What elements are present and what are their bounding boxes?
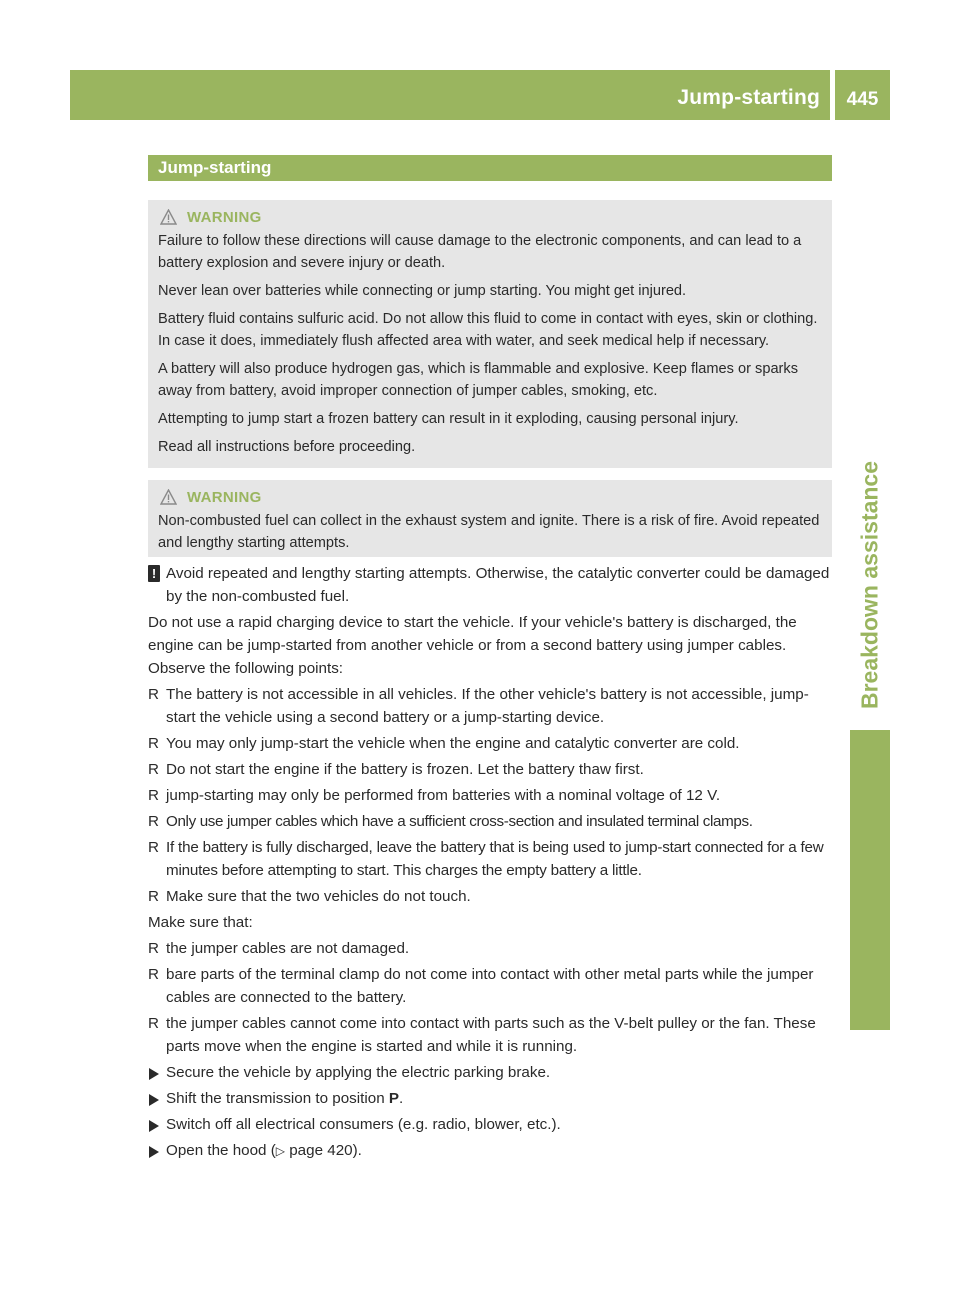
warning-triangle-icon (160, 209, 177, 225)
list-item (148, 836, 838, 882)
exclamation-icon: ! (148, 565, 160, 582)
bullet-icon: R (148, 1015, 159, 1032)
step-arrow-icon (149, 1120, 159, 1132)
warning-header (160, 486, 822, 508)
bullet-icon: R (148, 761, 159, 778)
list-item (148, 683, 838, 729)
step-item (148, 1139, 838, 1163)
note (148, 562, 838, 608)
list-item (148, 937, 838, 960)
step-arrow-icon (149, 1146, 159, 1158)
list-item (148, 784, 838, 807)
warning-text: Attempting to jump start a frozen battery can result in it exploding, causing personal injury. (158, 411, 739, 427)
warning-label: WARNING (187, 208, 262, 226)
list-item-text: Make sure that the two vehicles do not touch. (166, 888, 471, 905)
step-arrow-icon (149, 1068, 159, 1080)
side-tab (850, 460, 890, 710)
warning-text: Failure to follow these directions will cause damage to the electronic components, and can lead to a battery explosion and severe injury or death. (158, 233, 802, 271)
intro-paragraph: Do not use a rapid charging device to start the vehicle. If your vehicle's battery is discharged, the engine can be jump-started from another vehicle or from a second battery using jumper cables. Observe the following points: (148, 614, 797, 677)
bullet-icon: R (148, 813, 159, 830)
bullet-icon: R (148, 940, 159, 957)
bullet-icon: R (148, 966, 159, 983)
list-item (148, 1012, 838, 1058)
step-item (148, 1087, 838, 1110)
step-text: Open the hood ( (166, 1142, 276, 1159)
bullet-icon: R (148, 839, 159, 856)
warning-text: Non-combusted fuel can collect in the exhaust system and ignite. There is a risk of fire. Avoid repeated and lengthy starting attempts. (158, 513, 820, 551)
make-sure-heading: Make sure that: (148, 914, 253, 931)
step-arrow-icon (149, 1094, 159, 1106)
list-item-text: You may only jump-start the vehicle when the engine and catalytic converter are cold. (166, 735, 740, 752)
list-item (148, 758, 838, 781)
step-text: Switch off all electrical consumers (e.g. radio, blower, etc.). (166, 1116, 561, 1133)
step-text: Secure the vehicle by applying the electric parking brake. (166, 1064, 551, 1081)
list-item (148, 963, 838, 1009)
step-item (148, 1061, 838, 1084)
step-item (148, 1113, 838, 1136)
note-text: Avoid repeated and lengthy starting attempts. Otherwise, the catalytic converter could be damaged by the non-combusted fuel. (166, 565, 830, 605)
warning-text: Battery fluid contains sulfuric acid. Do not allow this fluid to come in contact with eyes, skin or clothing. In case it does, immediately flush affected area with water, and seek medical help if necessary. (158, 311, 818, 349)
list-item-text: bare parts of the terminal clamp do not come into contact with other metal parts while the jumper cables are connected to the battery. (166, 966, 814, 1006)
list-item-text: jump-starting may only be performed from batteries with a nominal voltage of 12 V. (166, 787, 721, 804)
header-title: Jump-starting (677, 86, 820, 109)
list-item-text: Do not start the engine if the battery is frozen. Let the battery thaw first. (166, 761, 644, 778)
side-thumb-marker (850, 730, 890, 1030)
list-item-text: The battery is not accessible in all vehicles. If the other vehicle's battery is not accessible, jump-start the vehicle using a second battery or a jump-starting device. (166, 686, 809, 726)
warning-text: Read all instructions before proceeding. (158, 439, 416, 455)
page-number: 445 (846, 89, 879, 110)
side-tab-label: Breakdown assistance (856, 460, 883, 710)
section-title: Jump-starting (148, 155, 832, 181)
warning-text: Never lean over batteries while connecting or jump starting. You might get injured. (158, 283, 687, 299)
warning-header (160, 206, 822, 228)
position-label: P (388, 1090, 399, 1107)
warning-triangle-icon (160, 489, 177, 505)
bullet-icon: R (148, 888, 159, 905)
step-text: Shift the transmission to position (166, 1090, 389, 1107)
step-text: . (399, 1090, 404, 1107)
list-item-text: If the battery is fully discharged, leave the battery that is being used to jump-start connected for a few minutes before attempting to start. This charges the empty battery a little. (166, 839, 824, 879)
warning-box (148, 200, 832, 468)
list-item-text: Only use jumper cables which have a sufficient cross-section and insulated terminal clamps. (166, 813, 753, 830)
warning-label: WARNING (187, 488, 262, 506)
bullet-icon: R (148, 787, 159, 804)
list-item (148, 810, 838, 833)
bullet-icon: R (148, 735, 159, 752)
body-content (148, 562, 838, 1166)
list-item (148, 885, 838, 908)
list-item-text: the jumper cables cannot come into contact with parts such as the V-belt pulley or the fan. These parts move when the engine is started and while it is running. (166, 1015, 816, 1055)
warning-box (148, 480, 832, 557)
list-item (148, 732, 838, 755)
list-item-text: the jumper cables are not damaged. (166, 940, 410, 957)
page-reference-icon[interactable]: ▷ (275, 1144, 286, 1158)
bullet-icon: R (148, 686, 159, 703)
warning-text: A battery will also produce hydrogen gas, which is flammable and explosive. Keep flames or sparks away from battery, avoid improper connection of jumper cables, smoking, etc. (158, 361, 799, 399)
step-text: page 420). (285, 1142, 362, 1159)
